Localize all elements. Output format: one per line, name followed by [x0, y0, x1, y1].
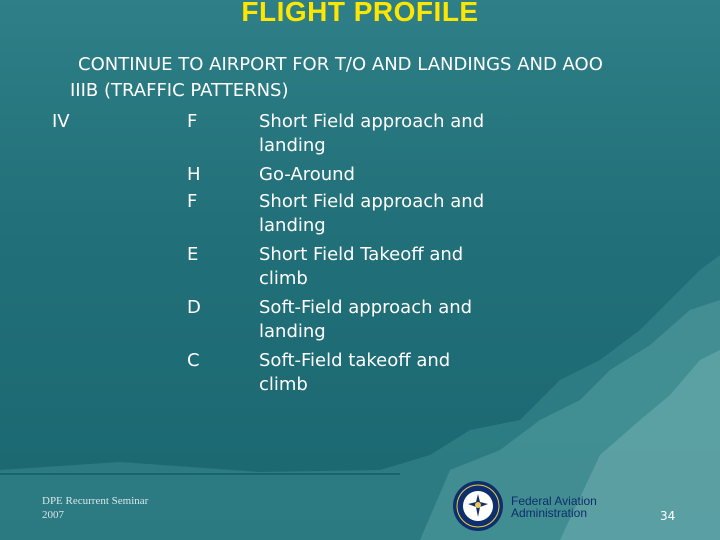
task-desc-1-cont: landing: [259, 135, 326, 156]
task-desc-4-cont: climb: [259, 268, 308, 289]
task-code-2: H: [187, 164, 201, 185]
page-number: 34: [660, 509, 676, 523]
task-code-6: C: [187, 350, 200, 371]
task-desc-6: Soft-Field takeoff and: [259, 350, 451, 371]
task-code-1: F: [187, 111, 198, 132]
task-desc-5: Soft-Field approach and: [259, 297, 473, 318]
task-desc-4: Short Field Takeoff and: [259, 244, 464, 265]
seminar-footer: [42, 494, 148, 522]
task-code-5: D: [187, 297, 201, 318]
task-desc-6-cont: climb: [259, 374, 308, 395]
task-code-3: F: [187, 191, 198, 212]
task-desc-3-cont: landing: [259, 215, 326, 236]
seminar-year: 2007: [42, 509, 64, 521]
agency-line-2: Administration: [511, 506, 588, 520]
agency-name: [511, 495, 597, 519]
task-desc-2: Go-Around: [259, 164, 355, 185]
task-desc-1: Short Field approach and: [259, 111, 485, 132]
faa-seal-icon: [452, 480, 504, 532]
section-label: IV: [52, 111, 70, 132]
task-desc-3: Short Field approach and: [259, 191, 485, 212]
task-desc-5-cont: landing: [259, 321, 326, 342]
intro-line-1: CONTINUE TO AIRPORT FOR T/O AND LANDINGS AND AOO: [78, 54, 603, 75]
intro-line-2: IIIB (TRAFFIC PATTERNS): [70, 80, 289, 101]
seminar-name: DPE Recurrent Seminar: [42, 495, 149, 507]
agency-line-1: Federal Aviation: [511, 494, 597, 508]
task-code-4: E: [187, 244, 199, 265]
slide-title: FLIGHT PROFILE: [241, 0, 479, 27]
